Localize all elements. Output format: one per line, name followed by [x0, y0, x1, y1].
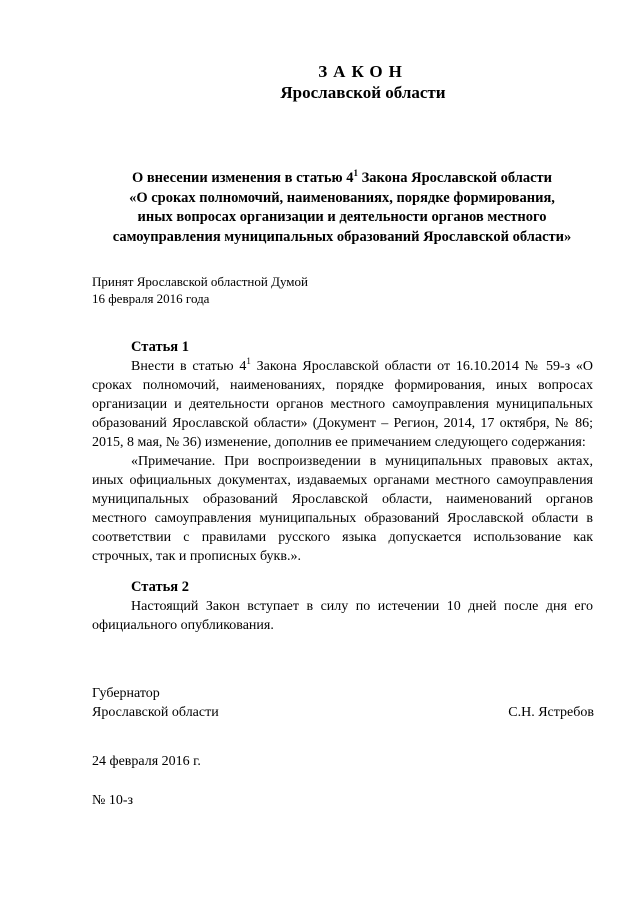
superscript-1: 1	[353, 168, 358, 178]
adoption-note	[92, 273, 308, 307]
title-line-1: О внесении изменения в статью $4^1$ Закона Ярославской области	[131, 168, 553, 186]
title-line-2: «О сроках полномочий, наименованиях, порядке формирования,	[129, 189, 555, 206]
title-line-3: иных вопросах организации и деятельности органов местного	[137, 209, 547, 225]
law-title	[92, 169, 592, 247]
article-1-paragraph-2: «Примечание. При воспроизведении в муниципальных правовых актах, иных официальных документах, издаваемых органами местного самоуправления муниципальных образований Ярославской области, наименований органов местного самоуправления муниципальных образований Ярославской области в соответствии с правилами русского языка допускается использование как строчных, так и прописных букв.».	[92, 454, 593, 564]
signatory-name: С.Н. Ястребов	[508, 705, 594, 720]
superscript-1: 1	[246, 356, 251, 366]
signatory-region: Ярославской области	[92, 705, 219, 720]
adoption-body: Принят Ярославской областной Думой	[92, 274, 308, 289]
article-1	[92, 338, 593, 566]
signature-block	[92, 684, 594, 722]
article-2-heading: Статья 2	[131, 579, 189, 595]
article-1-heading: Статья 1	[131, 339, 189, 355]
adoption-date: 16 февраля 2016 года	[92, 291, 210, 306]
title-line-4: самоуправления муниципальных образований Ярославской области»	[112, 228, 572, 245]
signatory-role: Губернатор	[92, 686, 160, 701]
signing-date: 24 февраля 2016 г.	[92, 754, 201, 769]
article-1-paragraph-1: Внести в статью $4^1$ Закона Ярославской области от 16.10.2014 № 59-з «О сроках полномочий, наименованиях, порядке формирования, иных вопросах организации и деятельности органов местного самоуправления муниципальных образований Ярославской области» (Документ – Регион, 2014, 17 октября, № 86; 2015, 8 мая, № 36) изменение, дополнив ее примечанием следующего содержания:	[92, 356, 593, 450]
article-2	[92, 578, 593, 635]
law-number: № 10-з	[92, 793, 134, 808]
law-heading: ЗАКОН	[318, 62, 408, 81]
article-2-paragraph-1: Настоящий Закон вступает в силу по истечении 10 дней после дня его официального опубликования.	[92, 599, 593, 633]
region-heading: Ярославской области	[280, 83, 446, 102]
